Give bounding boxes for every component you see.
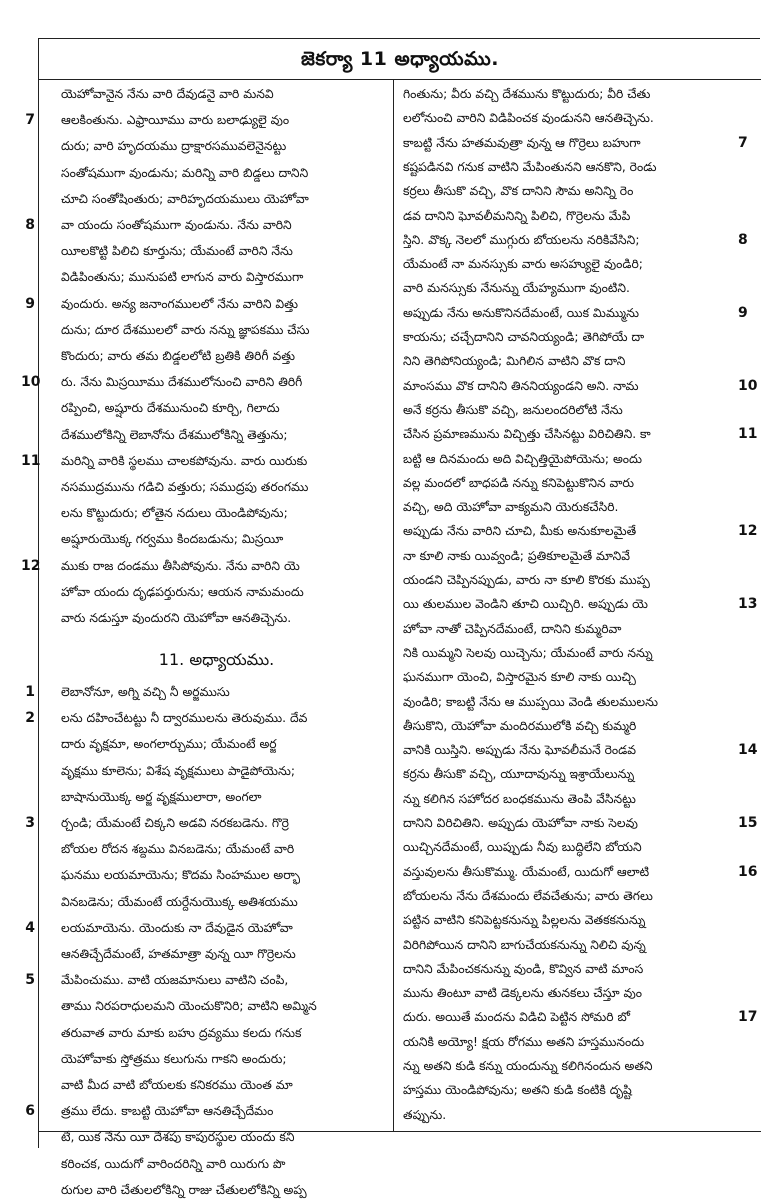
verse-number: 8 <box>25 217 35 233</box>
text-line: మరిన్ని వారికి స్థలము చాలకపోవును. వారు యిరుకు <box>61 454 308 468</box>
text-line: వినబడెను; యేమంటే యర్దేనుయొక్క అతిశయము <box>61 895 298 909</box>
text-line: వుందురు. అన్య జనాంగములలో నేను వారిని విత్తు <box>61 297 298 311</box>
text-line: లను దహించేటట్టు నీ ద్వారములను తెరువుము. దేవ <box>61 711 308 725</box>
verse-number: 2 <box>25 710 35 726</box>
text-line: ఆలకింతును. ఎఫ్రాయీము వారు బలాఢ్యులై వుం <box>61 113 290 127</box>
verse-number: 12 <box>21 558 41 574</box>
text-line: మేపించుము. వాటి యజమానులు వాటిని చంపి, <box>61 973 289 987</box>
text-line: కొందురు; వారు తమ బిడ్డలలోటి బ్రతికి తిరిగీ వత్తు <box>61 349 296 363</box>
text-line: యీలకొట్టి పిలిచి కూర్తును; యేమంటే వారిని నేను <box>61 244 293 258</box>
text-line: స్తిని. వొక్క నెలలో ముగ్గురు బోయలను నరికివేసిని; <box>403 233 640 247</box>
text-line: త్రము లేదు. కాబట్టి యెహోవా ఆనతిచ్చేదేమం <box>61 1104 274 1118</box>
verse-number: 11 <box>738 426 758 442</box>
verse-number: 7 <box>25 112 35 128</box>
right-column <box>395 79 761 1131</box>
text-line: లను కొట్టుదురు; లోతైన నదులు యెండిపోవును; <box>61 506 288 520</box>
text-line: డవ దానిని ఘోవలీమనిన్ని పిలిచి, గొర్రెలను మేపి <box>403 209 631 223</box>
text-line: వారి మనస్సుకు నేనున్ను యేహ్యముగా వుంటిని. <box>403 281 630 295</box>
verse-number: 13 <box>738 596 758 612</box>
text-line: హస్తము యెండిపోవును; అతని కుడి కంటికి దృష్టి <box>403 1083 632 1097</box>
text-line: బట్టి ఆ దినమందు అది విచ్చిత్తియైపోయెను; అందు <box>403 452 642 466</box>
text-line: బోయల రోదన శబ్దము వినబడెను; యేమంటే వారి <box>61 842 295 856</box>
text-line: న్ను అతని కుడి కన్ను యందున్ను కలిగినందున అతని <box>403 1059 653 1073</box>
text-line: బోయలను నేను దేశమందు లేవచేతును; వారు తెగలు <box>403 889 653 903</box>
text-line: యనికి అయ్యో! క్షయ రోగము అతని హస్తమునందు <box>403 1035 645 1049</box>
verse-number: 15 <box>738 815 758 831</box>
chapter-heading: 11. అధ్యాయము. <box>158 650 275 669</box>
text-line: దేశములోకిన్ని లెబానోను దేశములోకిన్ని తెత్తును; <box>61 428 288 442</box>
text-line: దారు వృక్షమా, అంగలార్చుము; యేమంటే అర్జ <box>61 737 277 751</box>
text-line: బాషానుయొక్క అర్జ వృక్షములారా, అంగలా <box>61 790 262 804</box>
text-line: వల్ల మందలో బాధపడి నన్ను కనిపెట్టుకొనిన వారు <box>403 476 634 490</box>
text-line: తరువాత వారు మాకు బహు ద్రవ్యము కలదు గనుక <box>61 1026 302 1040</box>
verse-number: 10 <box>21 374 41 390</box>
text-line: ఘనము లయమాయెను; కొదమ సింహముల అర్భా <box>61 868 301 882</box>
text-line: చేసిన ప్రమాణమును విచ్చిత్తు చేసినట్టు విరిచితిని. కా <box>403 427 651 441</box>
verse-number: 12 <box>738 523 758 539</box>
text-line: వారు నడుస్తూ వుందురని యెహోవా ఆనతిచ్చెను. <box>61 611 292 625</box>
text-line: నసముద్రమును గడిచి వత్తురు; సముద్రపు తరంగము <box>61 480 309 494</box>
text-line: పట్టిన వాటిని కనిపెట్టకనున్ను పిల్లలను వెతకకనున్ను <box>403 913 646 927</box>
text-line: దానిని మేపించకనున్ను వుండి, కొవ్విన వాటి మాంస <box>403 962 644 976</box>
text-line: అప్పుడు నేను అనుకొనినదేమంటే, యిక మిమ్మును <box>403 306 639 320</box>
text-line: అప్పుడు నేను వారిని చూచి, మీకు అనుకూలమైతే <box>403 524 637 538</box>
text-line: రుగుల వారి చేతులలోకిన్ని రాజు చేతులలోకిన్ని అప్ప <box>61 1183 307 1197</box>
text-line: యి తులముల వెండిని తూచి యిచ్చిరి. అప్పుడు యె <box>403 597 648 611</box>
verse-number: 9 <box>25 296 35 312</box>
text-line: ముకు రాజ దండము తీసిపోవును. నేను వారిని యె <box>61 559 300 573</box>
text-line: కాబట్టి నేను హతమవుత్రా వున్న ఆ గొర్రెలు బహుగా <box>403 136 641 150</box>
verse-number: 17 <box>738 1009 758 1025</box>
text-line: దురు. అయితే మందను విడిచి పెట్టిన సోమరి బో <box>403 1010 630 1024</box>
text-line: దురు; వారి హృదయము ద్రాక్షారసమువలెనైనట్టు <box>61 139 287 153</box>
text-line: కష్టపడినవి గనుక వాటిని మేపింతునని ఆనకొని, రెండు <box>403 160 657 174</box>
text-line: కర్రను తీసుకొ వచ్చి, యూదావున్ను ఇశ్రాయేలున్ను <box>403 767 635 781</box>
text-line: వస్తువులను తీసుకొమ్ము. యేమంటే, యిదుగో ఆలాటి <box>403 865 650 879</box>
verse-number: 10 <box>738 378 758 394</box>
text-line: వాటి మీద వాటి బోయలకు కనికరము యెంత మా <box>61 1078 293 1092</box>
text-line: హోవా యందు దృఢపర్తురును; ఆయన నామమందు <box>61 585 304 599</box>
text-line: దానిని విరిచితిని. అప్పుడు యెహోవా నాకు సెలవు <box>403 816 638 830</box>
text-line: విడిపింతును; మునుపటి లాగున వారు విస్తారముగా <box>61 270 304 284</box>
text-line: తీసుకొని, యెహోవా మందిరములోకి వచ్చి కుమ్మరి <box>403 719 637 733</box>
left-column <box>21 79 394 1197</box>
text-line: యెహోవాకు స్తోత్రము కలుగును గాకని అందురు; <box>61 1052 287 1066</box>
text-line: రు. నేను మిస్రయీము దేశములోనుంచి వారిని తిరిగీ <box>61 375 303 389</box>
text-line: నిని తెగిపోనియ్యండి; మిగిలిన వాటిని వొక దాని <box>403 354 626 368</box>
verse-number: 7 <box>738 135 748 151</box>
text-line: వృక్షము కూలెను; విశేష వృక్షములు పాడైపోయెను; <box>61 764 295 778</box>
verse-number: 14 <box>738 742 758 758</box>
text-line: దును; దూర దేశములలో వారు నన్ను జ్ఞాపకము చేసు <box>61 323 310 337</box>
verse-number: 1 <box>25 684 35 700</box>
text-line: లెబానోనూ, అగ్ని వచ్చి నీ అర్జముసు <box>61 685 230 699</box>
text-line: సంతోషముగా వుండును; మరిన్ని వారి బిడ్డలు దానిని <box>61 166 309 180</box>
text-line: వుండిరి; కాబట్టి నేను ఆ ముప్పయి వెండి తులములను <box>403 695 658 709</box>
text-line: ఆనతిచ్చేదేమంటే, హతమాత్రా వున్న యీ గొర్రెలను <box>61 947 296 961</box>
text-line: గింతును; వీరు వచ్చి దేశమును కొట్టుదురు; వీరి చేతు <box>403 87 651 101</box>
bottom-rule <box>39 1131 761 1132</box>
text-line: నికి యిమ్మని సెలవు యిచ్చెను; యేమంటే వారు నన్ను <box>403 646 653 660</box>
text-line: హోవా నాతో చెప్పినదేమంటే, దానిని కుమ్మరివా <box>403 622 622 636</box>
text-line: న్ను కలిగిన సహోదర బంధకమును తెంపి వేసినట్టు <box>403 792 636 806</box>
text-line: కరించక, యిదుగో వారిందరిన్ని వారి యిరుగు పొ <box>61 1157 286 1171</box>
verse-number: 3 <box>25 815 35 831</box>
text-line: వా యందు సంతోషముగా వుండును. నేను వారిని <box>61 218 292 232</box>
text-line: లలోనుంచి వారిని విడిపించక వుండునని ఆనతిచ్చెను. <box>403 111 654 125</box>
text-line: నా కూలి నాకు యివ్వండి; ప్రతికూలమైతే మానివే <box>403 549 631 563</box>
text-line: యెహోవానైన నేను వారి దేవుడనై వారి మనవి <box>61 87 274 101</box>
text-line: ర్చండి; యేమంటే చిక్కని అడవి నరకబడెను. గొర్రె <box>61 816 289 830</box>
text-line: కాయను; చచ్చేదానిని చావనియ్యండి; తెగిపోయే దా <box>403 330 645 344</box>
text-line: వానికి యిస్తిని. అప్పుడు నేను ఘోవలీమనే రెండవ <box>403 743 636 757</box>
verse-number: 9 <box>738 305 748 321</box>
text-line: మాంసము వొక దానిని తిననియ్యండని అని. నామ <box>403 379 639 393</box>
text-line: కర్రలు తీసుకొ వచ్చి, వొక దానిని సౌమ అనిన్ని రెం <box>403 184 634 198</box>
text-line: లయమాయెను. యెందుకు నా దేవుడైన యెహోవా <box>61 921 293 935</box>
verse-number: 11 <box>21 453 41 469</box>
text-line: అష్షూరుయొక్క గర్వము కిందబడును; మిస్రయీ <box>61 532 284 546</box>
text-line: వచ్చి, అది యెహోవా వాక్యమని యెరుకచేసిరి. <box>403 500 619 514</box>
text-line: యేమంటే నా మనస్సుకు వారు అసహ్యులై వుండిరి; <box>403 257 643 271</box>
verse-number: 5 <box>25 972 35 988</box>
running-head: జెకర్యా 11 అధ్యాయము. <box>39 39 761 80</box>
text-line: ఘనముగా యెంచి, విస్తారమైన కూలి నాకు యిచ్చి <box>403 670 636 684</box>
text-line: రప్పించి, అష్షూరు దేశమునుంచి కూర్చి, గిలాదు <box>61 401 280 415</box>
text-line: టే, యిక నేను యీ దేశపు కాపురస్థుల యందు కని <box>61 1130 295 1144</box>
text-line: యండని చెప్పినప్పుడు, వారు నా కూలి కొరకు ముప్ప <box>403 573 650 587</box>
text-line: యిచ్చినదేమంటే, యిప్పుడు నీవు బుద్ధిలేని బోయని <box>403 840 642 854</box>
verse-number: 8 <box>738 232 748 248</box>
text-line: మును తింటూ వాటి డెక్కలను తునకలు చేస్తూ వుం <box>403 986 642 1000</box>
verse-number: 6 <box>25 1103 35 1119</box>
scripture-page <box>21 38 760 1197</box>
verse-number: 16 <box>738 864 758 880</box>
text-line: తప్పును. <box>403 1108 447 1122</box>
verse-number: 4 <box>25 920 35 936</box>
text-line: విరిగిపోయిన దానిని బాగుచేయకనున్ను నిలిచి వున్న <box>403 938 646 952</box>
text-line: చూచి సంతోషింతురు; వారిహృదయములు యెహోవా <box>61 192 309 206</box>
text-line: తాము నిరపరాధులమని యెంచుకొనిరి; వాటిని అమ్మిన <box>61 999 317 1013</box>
text-line: అనే కర్రను తీసుకొ వచ్చి, జనులందరిలోటి నేను <box>403 403 623 417</box>
